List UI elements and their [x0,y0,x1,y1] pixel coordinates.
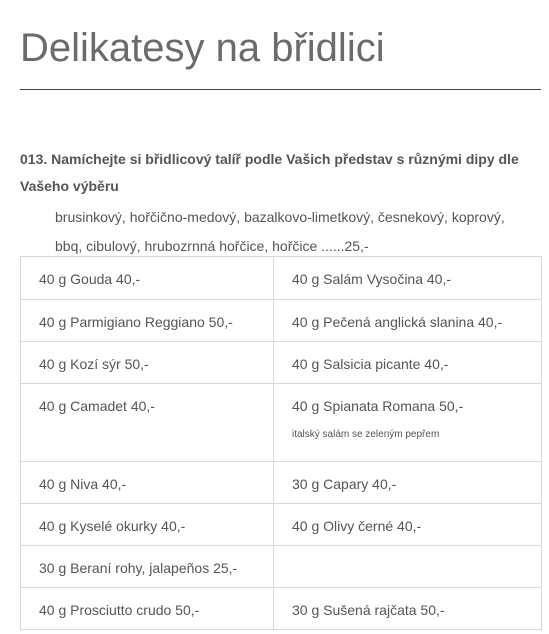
menu-item: 40 g Salám Vysočina 40,- [292,271,452,287]
menu-item-note: italský salám se zeleným pepřem [292,429,440,440]
table-cell [274,504,542,546]
table-cell [274,546,542,588]
menu-item: 40 g Niva 40,- [39,476,127,492]
item-heading: 013. Namíchejte si břidlicový talíř podle Vašich představ s různými dipy dle Vašeho výběru [20,151,519,194]
table-row [21,546,542,588]
table-row [21,300,542,342]
menu-item: 40 g Kozí sýr 50,- [39,356,149,372]
table-cell [274,462,542,504]
table-row [21,588,542,630]
table-cell [21,546,274,588]
table-cell [274,257,542,300]
menu-item: 40 g Camadet 40,- [39,398,155,414]
menu-item: 30 g Sušená rajčata 50,- [292,602,445,618]
menu-item: 40 g Gouda 40,- [39,271,141,287]
menu-item: 30 g Capary 40,- [292,476,397,492]
menu-table [20,256,542,630]
table-cell [274,384,542,462]
table-row [21,257,542,300]
menu-item [292,546,541,558]
menu-item: 40 g Salsicia picante 40,- [292,356,449,372]
table-row [21,504,542,546]
table-cell [21,588,274,630]
menu-item: 30 g Beraní rohy, jalapeños 25,- [39,560,238,576]
menu-item: 40 g Olivy černé 40,- [292,518,422,534]
menu-item: 40 g Pečená anglická slanina 40,- [292,314,503,330]
menu-item: 40 g Parmigiano Reggiano 50,- [39,314,233,330]
table-cell [21,462,274,504]
table-cell [21,384,274,462]
table-cell [21,342,274,384]
menu-item: 40 g Spianata Romana 50,- [292,398,464,414]
table-cell [21,504,274,546]
menu-item: 40 g Kyselé okurky 40,- [39,518,186,534]
table-row [21,462,542,504]
table-row [21,384,542,462]
table-cell [274,300,542,342]
table-cell [21,257,274,300]
title-divider [20,89,541,90]
table-cell [21,300,274,342]
dips-list: brusinkový, hořčično-medový, bazalkovo-limetkový, česnekový, koprový, bbq, cibulový, hrubozrnná hořčice, hořčice ......25,- [55,209,505,254]
table-row [21,342,542,384]
table-cell [274,342,542,384]
menu-item: 40 g Prosciutto crudo 50,- [39,602,200,618]
page-title: Delikatesy na břidlici [20,26,385,70]
table-cell [274,588,542,630]
